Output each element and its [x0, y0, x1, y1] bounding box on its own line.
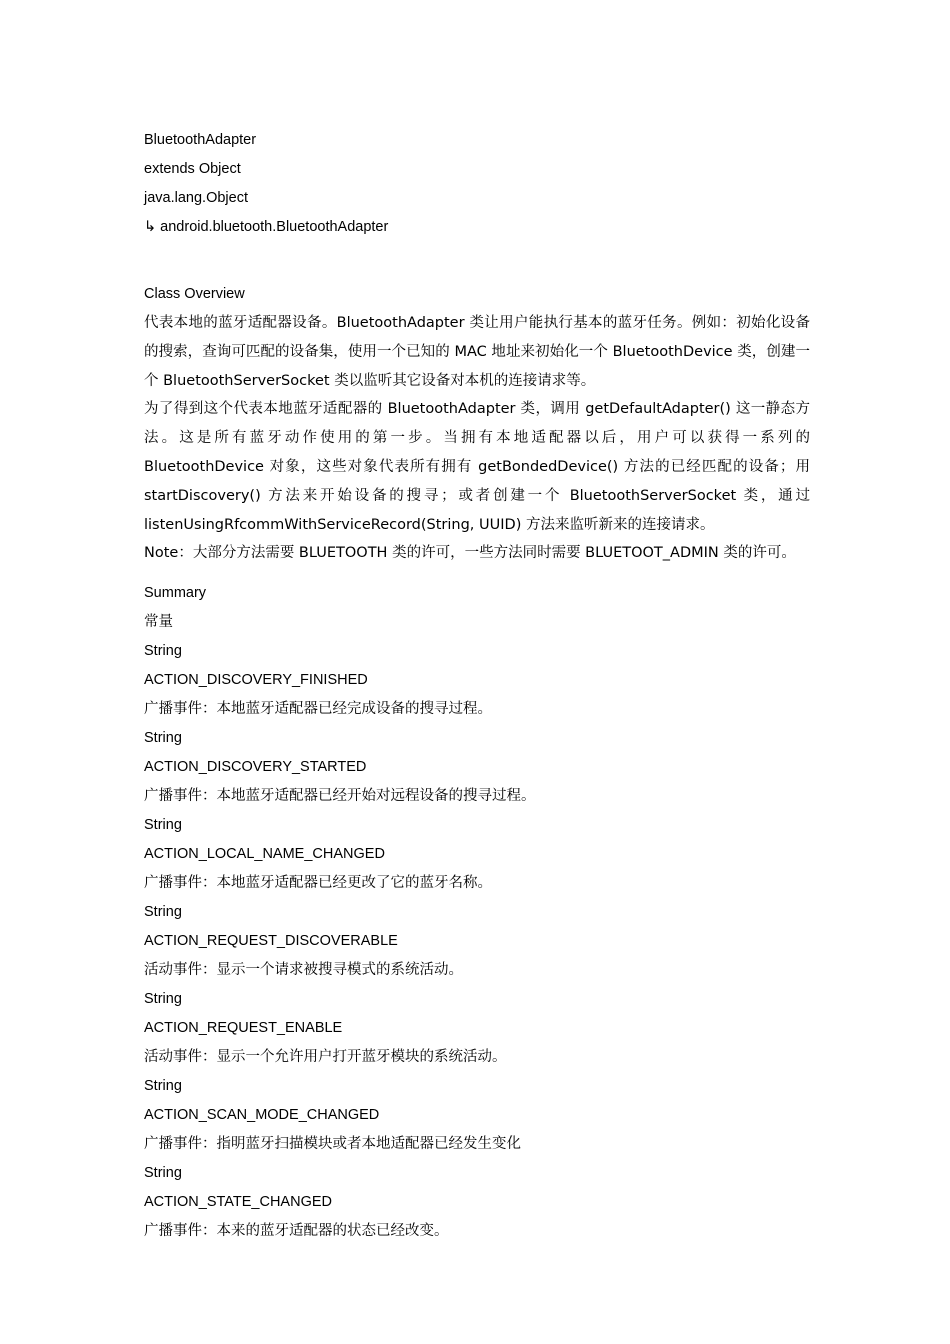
constant-description: 广播事件：指明蓝牙扫描模块或者本地适配器已经发生变化	[144, 1136, 521, 1153]
overview-paragraph-1: 代表本地的蓝牙适配器设备。BluetoothAdapter 类让用户能执行基本的蓝牙任务。例如：初始化设备的搜索，查询可匹配的设备集，使用一个已知的 MAC 地址来初始化一个 BluetoothDevice 类，创建一个 BluetoothServerSocket 类以监听其它设备对本机的连接请求等。	[144, 315, 810, 389]
constants-list	[144, 637, 810, 1246]
parent-class: java.lang.Object	[144, 190, 248, 206]
class-name: BluetoothAdapter	[144, 132, 257, 148]
constant-type: String	[144, 817, 182, 834]
constant-entry	[144, 637, 810, 724]
constant-name: ACTION_DISCOVERY_FINISHED	[144, 672, 368, 689]
constant-entry	[144, 898, 810, 985]
constant-description: 活动事件：显示一个请求被搜寻模式的系统活动。	[144, 962, 463, 979]
constant-description: 广播事件：本来的蓝牙适配器的状态已经改变。	[144, 1223, 449, 1240]
constant-description: 广播事件：本地蓝牙适配器已经更改了它的蓝牙名称。	[144, 875, 492, 892]
constant-entry	[144, 985, 810, 1072]
constant-type: String	[144, 643, 182, 660]
constant-type: String	[144, 1078, 182, 1095]
overview-heading: Class Overview	[144, 286, 245, 302]
constant-entry	[144, 724, 810, 811]
constant-name: ACTION_SCAN_MODE_CHANGED	[144, 1107, 380, 1124]
constant-name: ACTION_REQUEST_DISCOVERABLE	[144, 933, 398, 950]
overview-note: Note：大部分方法需要 BLUETOOTH 类的许可，一些方法同时需要 BLUETOOT_ADMIN 类的许可。	[144, 545, 796, 562]
constant-type: String	[144, 904, 182, 921]
extends-line: extends Object	[144, 161, 241, 177]
constant-entry	[144, 811, 810, 898]
constant-description: 活动事件：显示一个允许用户打开蓝牙模块的系统活动。	[144, 1049, 507, 1066]
constant-type: String	[144, 730, 182, 747]
constant-name: ACTION_REQUEST_ENABLE	[144, 1020, 343, 1037]
class-hierarchy: ↳ android.bluetooth.BluetoothAdapter	[144, 219, 389, 235]
constant-entry	[144, 1159, 810, 1246]
spacer	[144, 242, 810, 280]
constant-type: String	[144, 1165, 182, 1182]
overview-paragraph-2: 为了得到这个代表本地蓝牙适配器的 BluetoothAdapter 类，调用 getDefaultAdapter() 这一静态方法。这是所有蓝牙动作使用的第一步。当拥有本地适配器以后，用户可以获得一系列的 BluetoothDevice 对象，这些对象代表所有拥有 getBondedDevice() 方法的已经匹配的设备；用 startDiscovery() 方法来开始设备的搜寻；或者创建一个 BluetoothServerSocket 类，通过 listenUsingRfcommWithServiceRecord(String, UUID) 方法来监听新来的连接请求。	[144, 401, 810, 533]
constant-description: 广播事件：本地蓝牙适配器已经开始对远程设备的搜寻过程。	[144, 788, 536, 805]
spacer	[144, 568, 810, 579]
constants-label: 常量	[144, 614, 173, 631]
constant-name: ACTION_LOCAL_NAME_CHANGED	[144, 846, 385, 863]
summary-heading: Summary	[144, 585, 207, 602]
constant-type: String	[144, 991, 182, 1008]
constant-description: 广播事件：本地蓝牙适配器已经完成设备的搜寻过程。	[144, 701, 492, 718]
constant-name: ACTION_DISCOVERY_STARTED	[144, 759, 367, 776]
constant-entry	[144, 1072, 810, 1159]
constant-name: ACTION_STATE_CHANGED	[144, 1194, 332, 1211]
document-page	[144, 126, 810, 1246]
